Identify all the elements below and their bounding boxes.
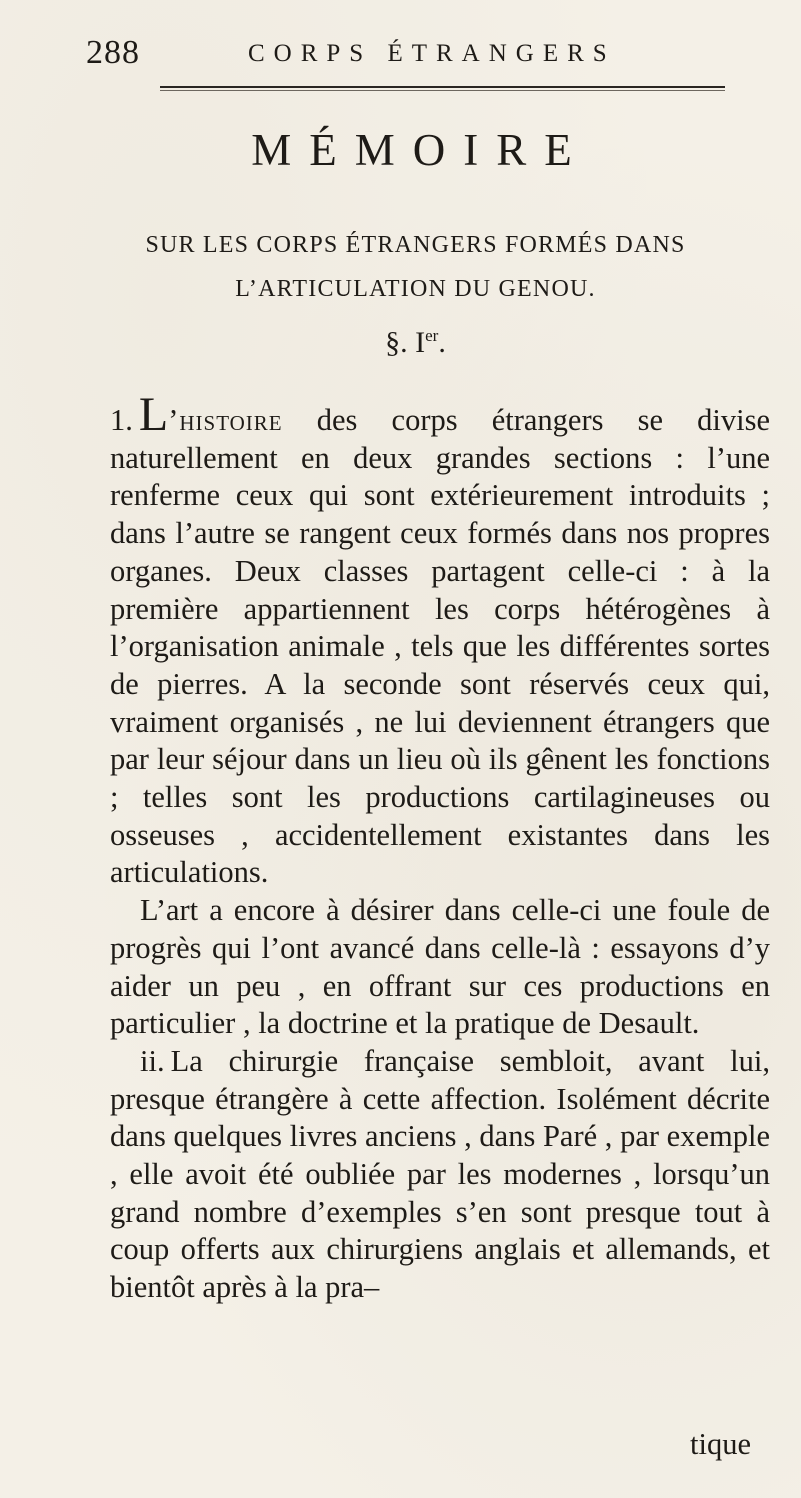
header-rule <box>160 86 725 91</box>
paragraph-1 <box>110 388 770 892</box>
section-numeral: I <box>415 326 426 359</box>
section-heading <box>0 326 801 360</box>
section-superscript: er <box>425 326 439 345</box>
page-number: 288 <box>86 34 140 71</box>
paragraph-text: des corps étrangers se divise naturellement en deux grandes sections : l’une renferme ceux qui sont extérieurement introduits ; dans l’autre se rangent ceux formés dans nos propres organes. Deux classes partagent celle-ci : à la première appartiennent les corps hétérogènes à l’organisation animale , tels que les différentes sortes de pierres. A la seconde sont réservés ceux qui, vraiment organisés , ne lui deviennent étrangers que par leur séjour dans un lieu où ils gênent les fonctions ; telles sont les productions cartilagineuses ou osseuses , accidentellement existantes dans les articulations. <box>110 403 770 890</box>
running-title: CORPS ÉTRANGERS <box>248 40 616 67</box>
paragraph-3 <box>110 1043 770 1307</box>
drop-capital: L <box>138 388 169 441</box>
opening-word: ’histoire <box>168 403 283 437</box>
body-text <box>110 388 770 1307</box>
subtitle-line-2: L’ARTICULATION DU GENOU. <box>235 276 596 302</box>
running-head <box>86 34 706 74</box>
paragraph-2 <box>110 892 770 1043</box>
paragraph-text: La chirurgie française sembloit, avant lui, presque étrangère à cette affection. Isolément décrite dans quelques livres anciens , dans Paré , par exemple , elle avoit été oubliée par les modernes , lorsqu’un grand nombre d’exemples s’en sont presque tout à coup offerts aux chirurgiens anglais et allemands, et bientôt après à la pra– <box>110 1043 770 1305</box>
subtitle-line-1: SUR LES CORPS ÉTRANGERS FORMÉS DANS <box>145 232 686 258</box>
paragraph-number: ii. <box>140 1043 165 1078</box>
continuation-word: tique <box>690 1427 751 1461</box>
paragraph-text: L’art a encore à désirer dans celle-ci une foule de progrès qui l’ont avancé dans celle-là : essayons d’y aider un peu , en offrant sur ces productions en particulier , la doctrine et la pratique de Desault. <box>110 893 770 1041</box>
section-suffix: . <box>438 326 446 359</box>
memoire-title: MÉMOIRE <box>251 125 590 175</box>
paragraph-number: 1. <box>110 403 133 437</box>
section-symbol: §. <box>385 326 408 359</box>
